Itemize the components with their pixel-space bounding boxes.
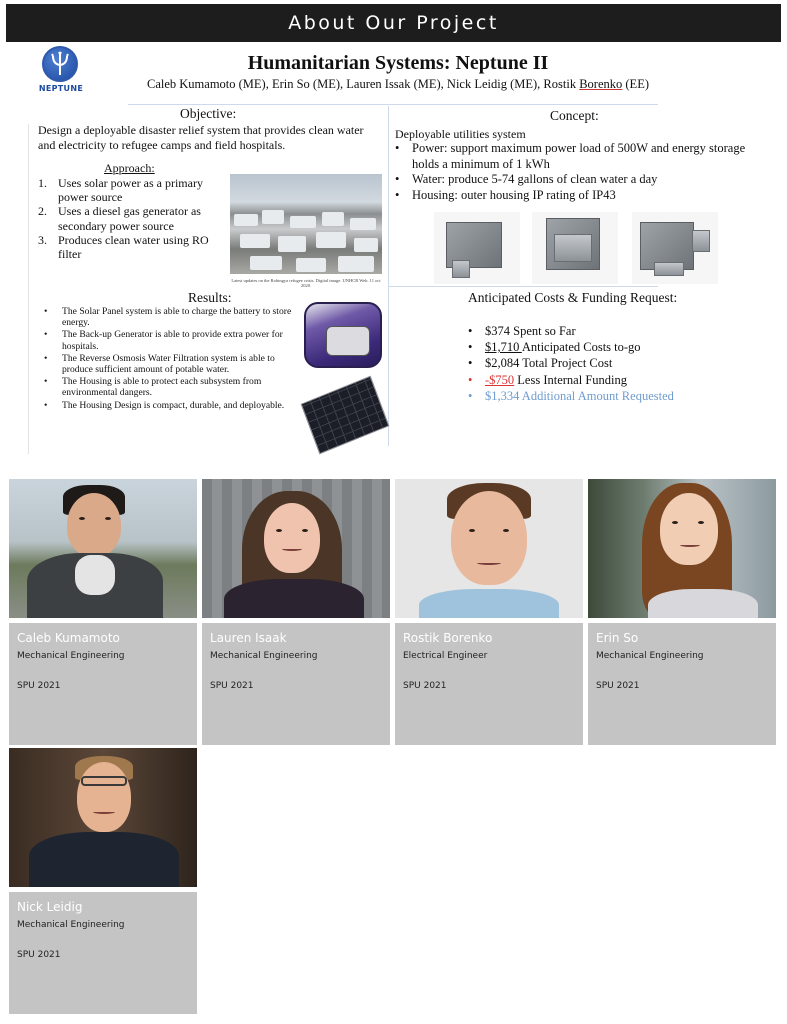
generator-image <box>300 296 386 374</box>
list-item <box>38 176 218 204</box>
list-item <box>38 204 218 232</box>
member-department: Mechanical Engineering <box>596 651 704 661</box>
costs-heading: Anticipated Costs & Funding Request: <box>468 290 678 305</box>
cost-amount: -$750 <box>485 372 515 387</box>
member-name: Rostik Borenko <box>403 631 493 645</box>
list-item: • The Back-up Generator is able to provide extra power for hospitals. <box>38 329 300 351</box>
cost-amount: $1,710 <box>485 340 522 355</box>
list-item: • $374 Spent so Far <box>468 323 748 339</box>
objective-heading: Objective: <box>180 106 237 121</box>
item-text: Produces clean water using RO filter <box>58 232 209 262</box>
member-info <box>9 623 197 745</box>
member-info <box>395 623 583 745</box>
list-item: • $2,084 Total Project Cost <box>468 355 748 371</box>
item-number: 1. <box>38 176 47 190</box>
cost-label: Anticipated Costs to-go <box>521 340 641 355</box>
cost-label: $1,334 Additional Amount Requested <box>485 388 674 403</box>
objective-text: Design a deployable disaster relief system that provides clean water and electricity to refugee camps and field hospitals. <box>38 123 364 152</box>
team-card[interactable] <box>588 479 776 745</box>
member-name: Lauren Isaak <box>210 631 287 645</box>
page-title: About Our Project <box>6 4 781 42</box>
concept-heading: Concept: <box>550 108 599 123</box>
item-text: Uses a diesel gas generator as secondary power source <box>58 204 201 233</box>
list-item <box>468 388 748 404</box>
member-info <box>9 892 197 1014</box>
concept-list <box>395 141 751 203</box>
member-info <box>588 623 776 745</box>
photo-caption: Latest updates on the Rohingya refugee crisis. Digital image. UNHCR Web. 11 oct 2020. <box>231 278 381 288</box>
authors-text: Caleb Kumamoto (ME), Erin So (ME), Lauren Issak (ME), Nick Leidig (ME), Rostik <box>146 77 580 91</box>
member-year: SPU 2021 <box>596 681 640 691</box>
list-item: • The Solar Panel system is able to charge the battery to store energy. <box>38 306 300 328</box>
list-item: • The Housing is able to protect each subsystem from environmental dangers. <box>38 376 300 398</box>
divider <box>388 106 389 446</box>
team-card[interactable] <box>395 479 583 745</box>
item-number: 3. <box>38 232 47 247</box>
member-info <box>202 623 390 745</box>
member-year: SPU 2021 <box>17 950 61 960</box>
logo-text: NEPTUNE <box>38 84 84 93</box>
member-photo <box>9 748 197 887</box>
member-name: Nick Leidig <box>17 900 83 914</box>
list-item <box>468 372 748 388</box>
housing-render-3 <box>632 212 718 284</box>
approach-heading: Approach: <box>104 161 155 175</box>
solar-panel-image <box>304 382 388 452</box>
housing-render-2 <box>532 212 618 284</box>
poster-title: Humanitarian Systems: Neptune II <box>247 52 549 74</box>
results-heading: Results: <box>188 290 232 305</box>
concept-subtitle: Deployable utilities system <box>395 127 526 141</box>
member-photo <box>395 479 583 618</box>
member-photo <box>9 479 197 618</box>
member-department: Electrical Engineer <box>403 651 488 661</box>
costs-list <box>468 323 748 404</box>
cost-label: Less Internal Funding <box>514 372 628 387</box>
authors-suffix: (EE) <box>622 77 649 91</box>
list-item: • The Housing Design is compact, durable, and deployable. <box>38 400 300 411</box>
list-item: • Power: support maximum power load of 500W and energy storage holds a minimum of 1 kWh <box>395 141 751 172</box>
team-card[interactable] <box>202 479 390 745</box>
divider <box>128 104 658 105</box>
poster-border <box>28 124 29 454</box>
member-department: Mechanical Engineering <box>17 920 125 930</box>
item-number: 2. <box>38 204 47 219</box>
member-department: Mechanical Engineering <box>17 651 125 661</box>
list-item <box>38 233 218 261</box>
item-text: Uses solar power as a primary power source <box>58 176 203 205</box>
list-item: • Housing: outer housing IP rating of IP43 <box>395 188 751 204</box>
project-poster <box>28 44 768 456</box>
member-department: Mechanical Engineering <box>210 651 318 661</box>
team-card[interactable] <box>9 748 197 1014</box>
member-name: Caleb Kumamoto <box>17 631 120 645</box>
member-year: SPU 2021 <box>17 681 61 691</box>
member-name: Erin So <box>596 631 639 645</box>
member-photo <box>588 479 776 618</box>
approach-list <box>38 176 218 261</box>
member-photo <box>202 479 390 618</box>
member-year: SPU 2021 <box>403 681 447 691</box>
list-item: • Water: produce 5-74 gallons of clean water a day <box>395 172 751 188</box>
list-item: • The Reverse Osmosis Water Filtration system is able to produce sufficient amount of potable water. <box>38 353 300 375</box>
poster-authors <box>28 77 768 92</box>
divider <box>388 286 658 287</box>
member-year: SPU 2021 <box>210 681 254 691</box>
results-list <box>38 306 300 412</box>
housing-render-1 <box>434 212 520 284</box>
team-card[interactable] <box>9 479 197 745</box>
authors-underlined: Borenko <box>579 77 623 91</box>
list-item <box>468 339 748 355</box>
refugee-camp-photo <box>230 174 382 274</box>
